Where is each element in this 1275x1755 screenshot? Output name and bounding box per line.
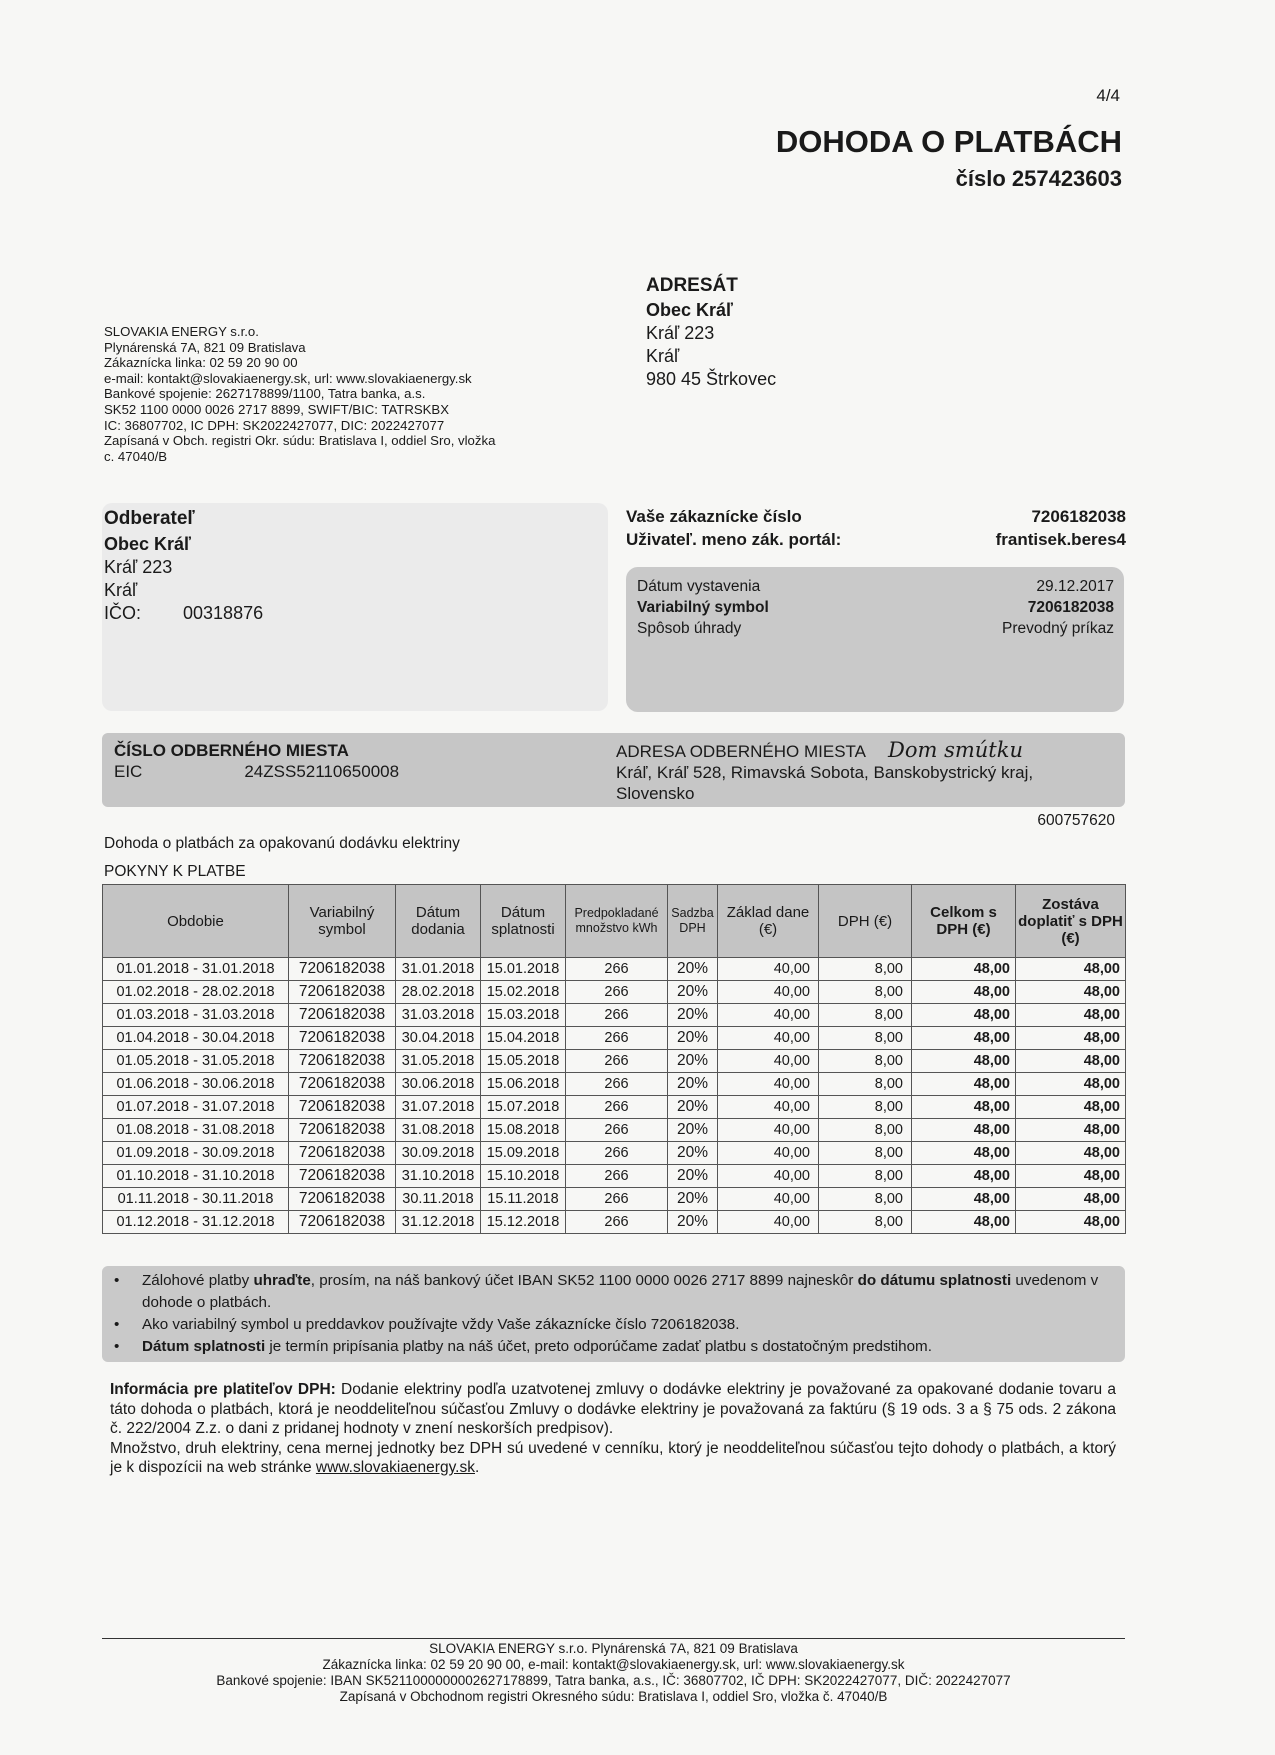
cell-tax-base: 40,00 [718,1188,819,1211]
eic-value: 24ZSS52110650008 [244,762,400,781]
cell-vat: 8,00 [819,1142,912,1165]
cell-vat: 8,00 [819,1211,912,1234]
cell-total: 48,00 [912,1188,1016,1211]
customer-block [104,507,263,625]
cell-vat-rate: 20% [668,981,718,1004]
customer-street: Kráľ 223 [104,557,173,577]
cell-tax-base: 40,00 [718,981,819,1004]
cell-variable-symbol: 7206182038 [289,1188,396,1211]
table-row [103,1073,1126,1096]
table-row [103,1027,1126,1050]
issuer-line: SLOVAKIA ENERGY s.r.o. [104,324,259,339]
cell-variable-symbol: 7206182038 [289,1004,396,1027]
supply-point-number [114,740,399,782]
issuer-block [104,324,554,464]
cell-period: 01.12.2018 - 31.12.2018 [103,1211,289,1234]
cell-quantity: 266 [566,1004,668,1027]
table-row [103,1165,1126,1188]
customer-number-block [626,505,1126,551]
cell-total: 48,00 [912,1211,1016,1234]
cell-tax-base: 40,00 [718,1165,819,1188]
col-header-tax-base: Základ dane (€) [718,885,819,958]
ico-label: IČO: [104,603,142,623]
col-header-vat-rate: Sadzba DPH [668,885,718,958]
customer-name: Obec Kráľ [104,534,191,554]
table-row [103,981,1126,1004]
cell-quantity: 266 [566,1073,668,1096]
cell-vat: 8,00 [819,981,912,1004]
website-link[interactable]: www.slovakiaenergy.sk [315,1459,475,1476]
addressee-zip-city: 980 45 Štrkovec [646,369,777,389]
cell-vat: 8,00 [819,1073,912,1096]
cell-due-date: 15.03.2018 [481,1004,566,1027]
cell-total: 48,00 [912,1119,1016,1142]
table-row [103,1211,1126,1234]
cell-period: 01.09.2018 - 30.09.2018 [103,1142,289,1165]
cell-quantity: 266 [566,1050,668,1073]
footer [102,1641,1125,1705]
col-header-expected-quantity: Predpokladané množstvo kWh [566,885,668,958]
cell-period: 01.01.2018 - 31.01.2018 [103,958,289,981]
table-header-row [103,885,1126,958]
vat-info-text: Dodanie elektriny podľa uzatvotenej zmluvy o dodávke elektriny je považované za opakované dodanie tovaru a táto dohoda o platbách, ktorá je neoddeliteľnou súčasťou Zmluvy o dodávke elektriny je považovaná za faktúru (§ 19 ods. 3 a § 75 ods. 2 zákona č. 222/2004 Z.z. o dani z pridanej hodnoty v znení neskorších predpisov). [110,1381,1116,1437]
vat-information: Informácia pre platiteľov DPH: Dodanie elektriny podľa uzatvotenej zmluvy o dodávke elektriny je považované za opakované dodanie tovaru a táto dohoda o platbách, ktorá je neoddeliteľnou súčasťou Zmluvy o dodávke elektriny je považovaná za faktúru (§ 19 ods. 3 a § 75 ods. 2 zákona č. 222/2004 Z.z. o dani z pridanej hodnoty v znení neskorších predpisov). Množstvo, druh elektriny, cena mernej jednotky bez DPH sú uvedené v cenníku, ktorý je neoddeliteľnou súčasťou tejto dohody o platbách, a ktorý je k dispozícii na web stránke www.slovakiaenergy.sk. [110,1381,1116,1476]
payment-method-value: Prevodný príkaz [1002,620,1114,637]
cell-quantity: 266 [566,1119,668,1142]
page-number: 4/4 [1096,86,1120,105]
cell-vat: 8,00 [819,1165,912,1188]
cell-variable-symbol: 7206182038 [289,1142,396,1165]
cell-vat-rate: 20% [668,1027,718,1050]
portal-username-value: frantisek.beres4 [995,530,1126,549]
cell-variable-symbol: 7206182038 [289,1027,396,1050]
issue-date-value: 29.12.2017 [1036,578,1114,595]
cell-due-date: 15.04.2018 [481,1027,566,1050]
cell-delivery-date: 31.12.2018 [396,1211,481,1234]
addressee-heading: ADRESÁT [646,275,738,296]
document-title: DOHODA O PLATBÁCH [775,124,1122,159]
cell-due-date: 15.05.2018 [481,1050,566,1073]
cell-vat-rate: 20% [668,1004,718,1027]
portal-username-label: Uživateľ. meno zák. portál: [626,530,842,549]
cell-period: 01.06.2018 - 30.06.2018 [103,1073,289,1096]
vat-info-text: Množstvo, druh elektriny, cena mernej jednotky bez DPH sú uvedené v cenníku, ktorý je neoddeliteľnou súčasťou tejto dohody o platbách, a ktorý je k dispozícii na web stránke [110,1439,1116,1476]
cell-variable-symbol: 7206182038 [289,981,396,1004]
footer-line: Zapísaná v Obchodnom registri Okresného súdu: Bratislava I, oddiel Sro, vložka č. 47040/B [339,1689,888,1704]
cell-vat-rate: 20% [668,1211,718,1234]
cell-total: 48,00 [912,1027,1016,1050]
cell-variable-symbol: 7206182038 [289,1119,396,1142]
agreement-description: Dohoda o platbách za opakovanú dodávku elektriny [104,835,460,852]
cell-vat: 8,00 [819,1119,912,1142]
customer-label: Odberateľ [104,508,195,529]
cell-period: 01.07.2018 - 31.07.2018 [103,1096,289,1119]
cell-delivery-date: 31.05.2018 [396,1050,481,1073]
cell-remaining: 48,00 [1016,1142,1126,1165]
footer-line: Bankové spojenie: IBAN SK5211000000002627178899, Tatra banka, a.s., IČ: 36807702, IČ DPH: SK2022427077, DIČ: 2022427077 [216,1673,1011,1688]
col-header-due-date: Dátum splatnosti [481,885,566,958]
payment-schedule-table [102,884,1126,1234]
col-header-variable-symbol: Variabilný symbol [289,885,396,958]
cell-tax-base: 40,00 [718,1096,819,1119]
supply-address-line: Kráľ, Kráľ 528, Rimavská Sobota, Banskobystrický kraj, [616,763,1034,782]
cell-total: 48,00 [912,1142,1016,1165]
cell-variable-symbol: 7206182038 [289,1165,396,1188]
ico-value: 00318876 [183,603,264,623]
handwritten-note: Dom smútku [888,738,1023,762]
variable-symbol-value: 7206182038 [1027,599,1114,616]
payment-method-label: Spôsob úhrady [637,620,742,637]
vat-info-label: Informácia pre platiteľov DPH: [110,1381,336,1398]
cell-remaining: 48,00 [1016,1188,1126,1211]
cell-tax-base: 40,00 [718,1050,819,1073]
note-item: • Dátum splatnosti je termín pripísania platby na náš účet, preto odporúčame zadať platbu s dostatočným predstihom. [110,1336,1115,1358]
cell-period: 01.10.2018 - 31.10.2018 [103,1165,289,1188]
col-header-total: Celkom s DPH (€) [912,885,1016,958]
cell-remaining: 48,00 [1016,958,1126,981]
cell-remaining: 48,00 [1016,1119,1126,1142]
cell-due-date: 15.07.2018 [481,1096,566,1119]
cell-due-date: 15.08.2018 [481,1119,566,1142]
issuer-line: Bankové spojenie: 2627178899/1100, Tatra banka, a.s. [104,386,426,402]
cell-vat: 8,00 [819,958,912,981]
cell-period: 01.11.2018 - 30.11.2018 [103,1188,289,1211]
cell-quantity: 266 [566,1165,668,1188]
supply-point-heading: ČÍSLO ODBERNÉHO MIESTA [114,741,349,760]
addressee-street: Kráľ 223 [646,323,715,343]
supply-address-line: Slovensko [616,784,695,803]
variable-symbol-label: Variabilný symbol [637,599,769,616]
cell-period: 01.05.2018 - 31.05.2018 [103,1050,289,1073]
cell-remaining: 48,00 [1016,1073,1126,1096]
cell-vat-rate: 20% [668,1142,718,1165]
col-header-delivery-date: Dátum dodania [396,885,481,958]
cell-quantity: 266 [566,1142,668,1165]
cell-delivery-date: 30.11.2018 [396,1188,481,1211]
table-row [103,1050,1126,1073]
note-item: • Ako variabilný symbol u preddavkov používajte vždy Vaše zákaznícke číslo 7206182038. [110,1314,1115,1336]
cell-quantity: 266 [566,958,668,981]
customer-number-label: Vaše zákaznícke číslo [626,507,802,526]
cell-delivery-date: 31.07.2018 [396,1096,481,1119]
cell-total: 48,00 [912,1050,1016,1073]
cell-delivery-date: 31.08.2018 [396,1119,481,1142]
cell-vat: 8,00 [819,1188,912,1211]
footer-line: Zákaznícka linka: 02 59 20 90 00, e-mail: kontakt@slovakiaenergy.sk, url: www.slovakiaenergy.sk [322,1657,905,1672]
cell-remaining: 48,00 [1016,1211,1126,1234]
cell-due-date: 15.06.2018 [481,1073,566,1096]
note-item: • Zálohové platby uhraďte, prosím, na náš bankový účet IBAN SK52 1100 0000 0026 2717 8899 najneskôr do dátumu splatnosti uvedenom v dohode o platbách. [110,1270,1115,1314]
issuer-line: Zákaznícka linka: 02 59 20 90 00 [104,355,298,371]
meter-number: 600757620 [1037,812,1115,829]
cell-total: 48,00 [912,1073,1016,1096]
payment-instructions-title: POKYNY K PLATBE [104,863,246,880]
addressee-block [646,274,776,391]
cell-vat-rate: 20% [668,1165,718,1188]
supply-address-heading: ADRESA ODBERNÉHO MIESTA [616,742,867,761]
table-row [103,958,1126,981]
cell-remaining: 48,00 [1016,1050,1126,1073]
cell-vat: 8,00 [819,1027,912,1050]
cell-vat: 8,00 [819,1050,912,1073]
cell-quantity: 266 [566,1096,668,1119]
cell-delivery-date: 30.06.2018 [396,1073,481,1096]
cell-due-date: 15.11.2018 [481,1188,566,1211]
cell-period: 01.08.2018 - 31.08.2018 [103,1119,289,1142]
cell-variable-symbol: 7206182038 [289,958,396,981]
cell-vat-rate: 20% [668,1119,718,1142]
cell-vat-rate: 20% [668,1096,718,1119]
cell-tax-base: 40,00 [718,1004,819,1027]
cell-due-date: 15.09.2018 [481,1142,566,1165]
issuer-line: SK52 1100 0000 0026 2717 8899, SWIFT/BIC: TATRSKBX [104,401,450,417]
cell-remaining: 48,00 [1016,1027,1126,1050]
cell-vat-rate: 20% [668,1050,718,1073]
cell-quantity: 266 [566,981,668,1004]
table-row [103,1119,1126,1142]
cell-total: 48,00 [912,1165,1016,1188]
supply-point-address [616,740,1121,804]
eic-label: EIC [114,762,143,781]
cell-tax-base: 40,00 [718,1119,819,1142]
cell-tax-base: 40,00 [718,958,819,981]
addressee-name: Obec Kráľ [646,300,733,320]
footer-line: SLOVAKIA ENERGY s.r.o. Plynárenská 7A, 821 09 Bratislava [429,1641,798,1656]
table-row [103,1188,1126,1211]
cell-period: 01.02.2018 - 28.02.2018 [103,981,289,1004]
cell-variable-symbol: 7206182038 [289,1050,396,1073]
cell-variable-symbol: 7206182038 [289,1096,396,1119]
cell-remaining: 48,00 [1016,1165,1126,1188]
cell-vat-rate: 20% [668,958,718,981]
cell-total: 48,00 [912,1096,1016,1119]
cell-remaining: 48,00 [1016,1096,1126,1119]
cell-delivery-date: 30.09.2018 [396,1142,481,1165]
issuer-line: IC: 36807702, IC DPH: SK2022427077, DIC: 2022427077 [104,417,445,433]
cell-due-date: 15.10.2018 [481,1165,566,1188]
issuer-line: c. 47040/B [104,448,168,464]
table-row [103,1004,1126,1027]
issuer-line: Plynárenská 7A, 821 09 Bratislava [104,339,306,355]
issuer-line: Zapísaná v Obch. registri Okr. súdu: Bratislava I, oddiel Sro, vložka [104,433,496,449]
customer-ico [104,602,263,625]
cell-tax-base: 40,00 [718,1073,819,1096]
cell-tax-base: 40,00 [718,1027,819,1050]
cell-quantity: 266 [566,1211,668,1234]
customer-number-value: 7206182038 [1031,507,1126,526]
cell-due-date: 15.01.2018 [481,958,566,981]
addressee-city: Kráľ [646,346,680,366]
col-header-remaining: Zostáva doplatiť s DPH (€) [1016,885,1126,958]
cell-vat-rate: 20% [668,1073,718,1096]
col-header-vat: DPH (€) [819,885,912,958]
cell-quantity: 266 [566,1188,668,1211]
cell-total: 48,00 [912,981,1016,1004]
cell-total: 48,00 [912,1004,1016,1027]
cell-tax-base: 40,00 [718,1142,819,1165]
cell-delivery-date: 31.01.2018 [396,958,481,981]
issue-date-label: Dátum vystavenia [637,578,761,595]
cell-tax-base: 40,00 [718,1211,819,1234]
cell-period: 01.03.2018 - 31.03.2018 [103,1004,289,1027]
payment-notes [110,1270,1115,1358]
cell-due-date: 15.12.2018 [481,1211,566,1234]
cell-remaining: 48,00 [1016,981,1126,1004]
cell-variable-symbol: 7206182038 [289,1211,396,1234]
cell-delivery-date: 31.03.2018 [396,1004,481,1027]
cell-vat: 8,00 [819,1096,912,1119]
cell-delivery-date: 31.10.2018 [396,1165,481,1188]
cell-period: 01.04.2018 - 30.04.2018 [103,1027,289,1050]
cell-variable-symbol: 7206182038 [289,1073,396,1096]
footer-divider [102,1638,1125,1639]
cell-quantity: 266 [566,1027,668,1050]
cell-total: 48,00 [912,958,1016,981]
agreement-number: číslo 257423603 [955,166,1122,191]
cell-vat-rate: 20% [668,1188,718,1211]
issuer-line: e-mail: kontakt@slovakiaenergy.sk, url: www.slovakiaenergy.sk [104,370,472,386]
table-row [103,1096,1126,1119]
cell-delivery-date: 30.04.2018 [396,1027,481,1050]
table-row [103,1142,1126,1165]
col-header-period: Obdobie [103,885,289,958]
cell-due-date: 15.02.2018 [481,981,566,1004]
customer-city: Kráľ [104,580,138,600]
cell-delivery-date: 28.02.2018 [396,981,481,1004]
cell-vat: 8,00 [819,1004,912,1027]
issue-info [637,576,1114,639]
cell-remaining: 48,00 [1016,1004,1126,1027]
